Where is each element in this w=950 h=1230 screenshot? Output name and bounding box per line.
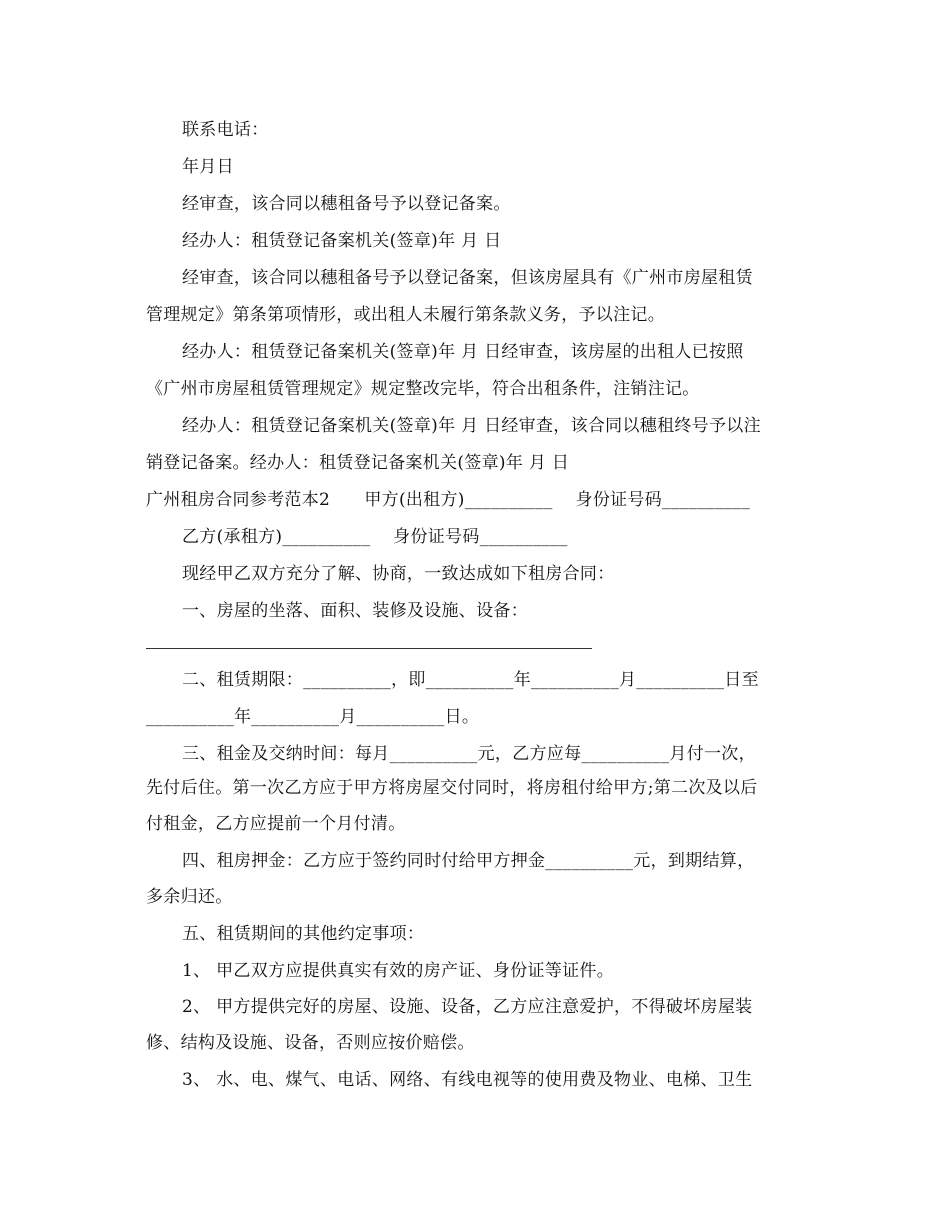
annotation-line-2: 管理规定》第条第项情形，或出租人未履行第条款义务，予以注记。 <box>146 305 665 325</box>
handler-line: 经办人：租赁登记备案机关(签章)年 月 日 <box>182 231 502 251</box>
date-line: 年月日 <box>182 157 234 177</box>
clause-5-item-3-line-1: 3、 水、电、煤气、电话、网络、有线电视等的使用费及物业、电梯、卫生 <box>182 1070 753 1090</box>
clause-5-heading: 五、租赁期间的其他约定事项： <box>182 924 425 944</box>
cancellation-line-1: 经办人：租赁登记备案机关(签章)年 月 日经审查，该合同以穗租终号予以注 <box>182 416 761 436</box>
clause-3-line-2: 先付后住。第一次乙方应于甲方将房屋交付同时，将房租付给甲方;第二次及以后 <box>146 778 758 798</box>
clause-5-item-2-line-2: 修、结构及设施、设备，否则应按价赔偿。 <box>146 1033 475 1053</box>
clause-4-line-2: 多余归还。 <box>146 887 233 907</box>
clause-2-line-1: 二、租赁期限：__________，即__________年__________月__________日至 <box>182 670 759 690</box>
clause-5-item-2-line-1: 2、 甲方提供完好的房屋、设施、设备，乙方应注意爱护，不得破坏房屋装 <box>182 997 753 1017</box>
clause-4-line-1: 四、租房押金：乙方应于签约同时付给甲方押金__________元，到期结算， <box>182 851 755 871</box>
rectification-line-1: 经办人：租赁登记备案机关(签章)年 月 日经审查，该房屋的出租人已按照 <box>182 342 744 362</box>
cancellation-line-2: 销登记备案。经办人：租赁登记备案机关(签章)年 月 日 <box>146 453 570 473</box>
clause-5-item-1: 1、 甲乙双方应提供真实有效的房产证、身份证等证件。 <box>182 961 615 981</box>
agreement-intro-line: 现经甲乙双方充分了解、协商，一致达成如下租房合同： <box>182 564 615 584</box>
rectification-line-2: 《广州市房屋租赁管理规定》规定整改完毕，符合出租条件，注销注记。 <box>146 379 700 399</box>
clause-2-line-2: __________年__________月__________日。 <box>146 707 480 727</box>
annotation-line-1: 经审查，该合同以穗租备号予以登记备案，但该房屋具有《广州市房屋租赁 <box>182 268 753 288</box>
clause-3-line-3: 付租金，乙方应提前一个月付清。 <box>146 814 406 834</box>
blank-fill-line <box>146 648 592 649</box>
clause-3-line-1: 三、租金及交纳时间：每月__________元，乙方应每__________月付一次， <box>182 744 756 764</box>
template-title-line: 广州租房合同参考范本2 甲方(出租方)__________ 身份证号码__________ <box>146 490 751 510</box>
clause-1-heading: 一、房屋的坐落、面积、装修及设施、设备： <box>182 601 528 621</box>
registration-line: 经审查，该合同以穗租备号予以登记备案。 <box>182 194 511 214</box>
contact-phone-line: 联系电话： <box>182 120 269 140</box>
party-b-line: 乙方(承租方)__________ 身份证号码__________ <box>182 527 568 547</box>
